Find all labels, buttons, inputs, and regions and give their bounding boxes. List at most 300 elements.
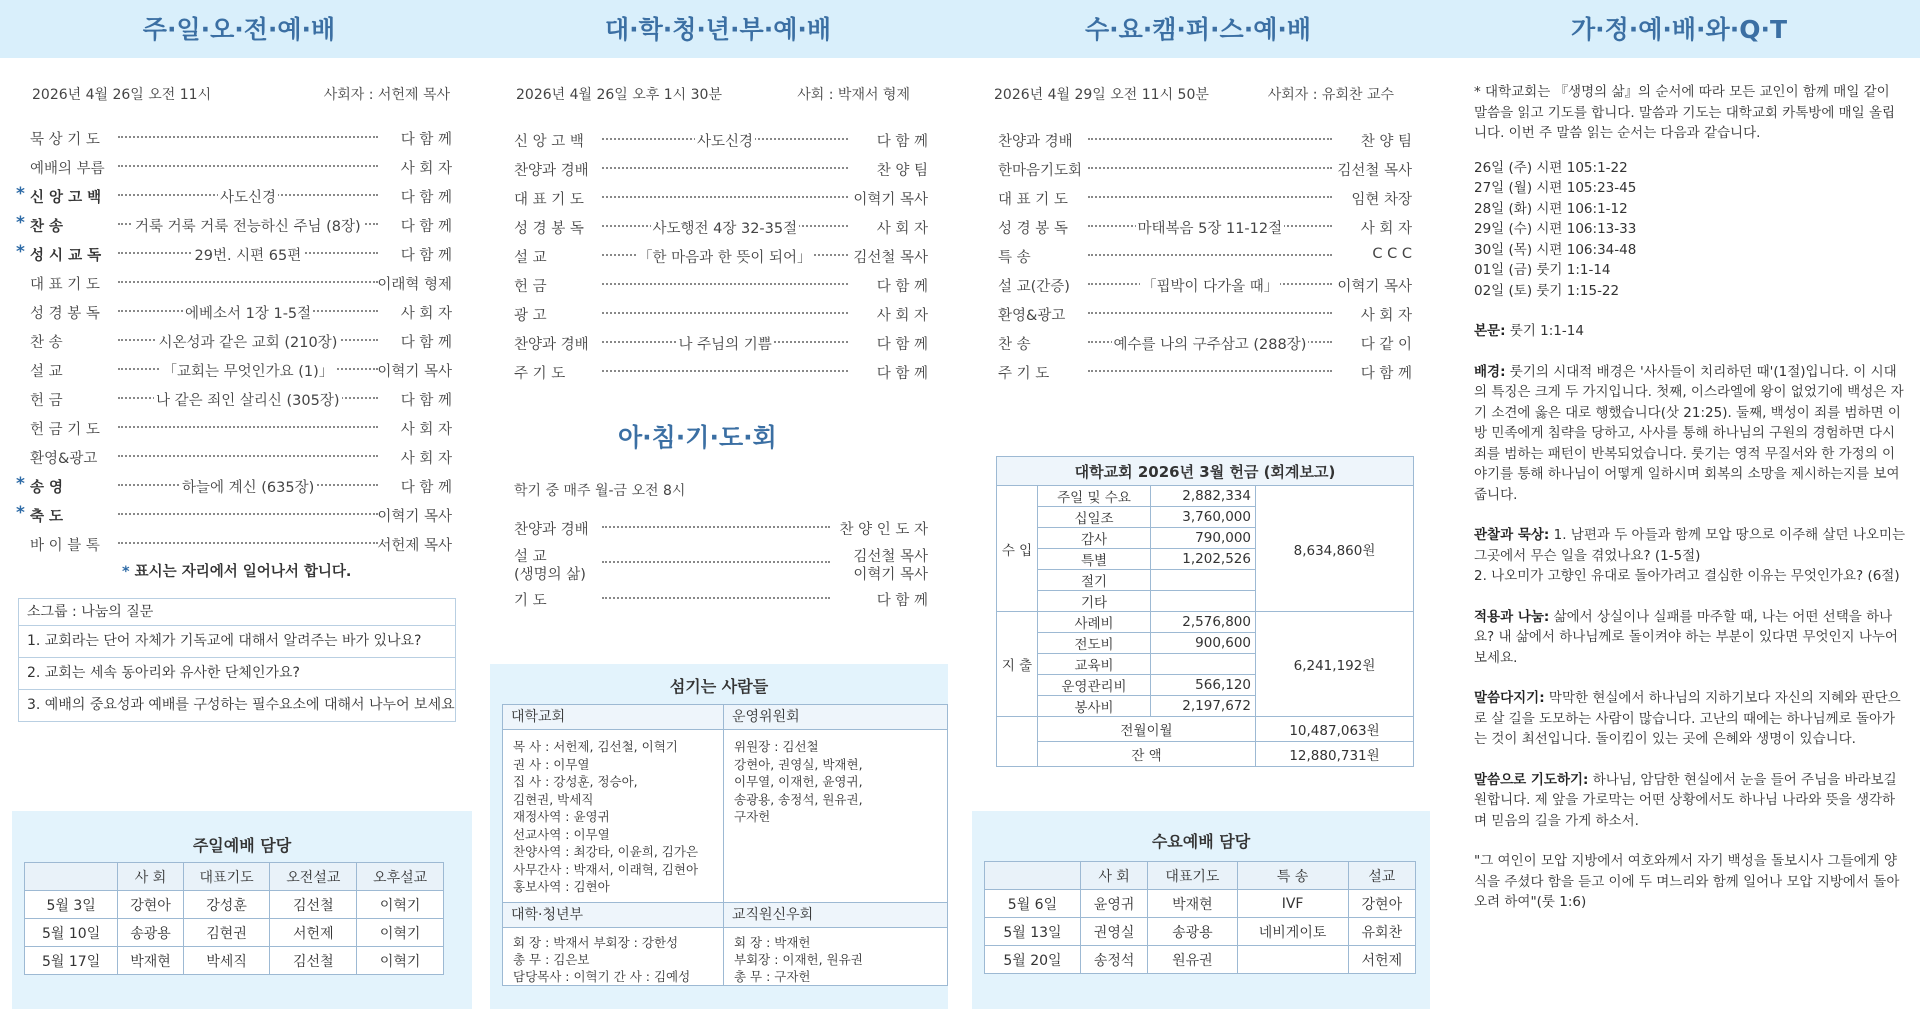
finance-item-amount: 2,576,800	[1151, 612, 1256, 633]
order-item-who: 다 함 께	[876, 134, 928, 150]
youth-leader: 사회 : 박재서 형제	[797, 87, 910, 103]
order-item-who: 다 함 께	[1360, 366, 1412, 382]
duty-cell	[1237, 946, 1348, 974]
server-line: 총 무 : 김은보	[513, 952, 590, 967]
order-item	[998, 300, 1412, 329]
family-header: 가·정·예·배·와·Q·T	[1438, 0, 1920, 58]
order-item-label: 찬 송	[998, 337, 1031, 353]
wednesday-date: 2026년 4월 29일 오전 11시 50분	[994, 87, 1209, 103]
qt-apply-text: 삶에서 상실이나 실패를 마주할 때, 나는 어떤 선택을 하나요? 내 삶에서 하나님께로 돌이켜야 하는 부분이 있다면 무엇인지 나누어 보세요.	[1474, 608, 1898, 666]
star-icon: *	[16, 503, 25, 523]
leader-dots	[118, 281, 378, 283]
duty-cell: 윤영귀	[1080, 890, 1147, 918]
order-item	[16, 240, 452, 269]
order-item-label: 광 고	[514, 308, 547, 324]
order-item-label: 찬양과 경배	[998, 134, 1073, 150]
order-item-who: 사 회 자	[1360, 221, 1412, 237]
morning-item	[514, 543, 928, 585]
duty-cell: 이혁기	[357, 919, 444, 947]
morning-item-sublabel: (생명의 삶)	[514, 567, 586, 583]
server-line: 김현권, 박세직	[513, 791, 594, 807]
finance-item-amount	[1151, 591, 1256, 612]
order-item-who: 다 함 께	[400, 219, 452, 235]
duty-cell: 박재현	[1148, 890, 1237, 918]
order-item-who: 사 회 자	[400, 161, 452, 177]
duty-header-cell: 오후설교	[357, 863, 444, 891]
finance-item-name: 봉사비	[1038, 696, 1151, 717]
duty-cell: 유회찬	[1348, 918, 1415, 946]
sunday-column	[0, 0, 478, 1009]
order-item	[30, 269, 452, 298]
morning-item-label: 찬양과 경배	[514, 522, 589, 538]
finance-item-name: 십일조	[1038, 507, 1151, 528]
order-item-label: 바 이 블 톡	[30, 538, 100, 554]
leader-dots	[118, 455, 378, 457]
server-line: 담당목사 : 이혁기 간 사 : 김예성	[513, 969, 691, 984]
order-item	[514, 184, 928, 213]
duty-row	[25, 947, 444, 975]
finance-item-name: 특별	[1038, 549, 1151, 570]
order-item-content: 나 주님의 기쁨	[677, 333, 774, 354]
order-item-who: 사 회 자	[400, 422, 452, 438]
income-total: 8,634,860원	[1256, 486, 1414, 612]
youth-header: 대·학·청·년·부·예·배	[478, 0, 958, 58]
server-line: 집 사 : 강성훈, 정승아,	[513, 774, 638, 789]
finance-item-name: 절기	[1038, 570, 1151, 591]
leader-dots	[602, 370, 848, 372]
duty-cell: 김선철	[270, 947, 357, 975]
order-item-who: 찬 양 팀	[876, 163, 928, 179]
order-item-label: 예배의 부름	[30, 161, 105, 177]
order-item-label: 성 경 봉 독	[30, 306, 100, 322]
small-group-title: 소그룹 : 나눔의 질문	[19, 599, 455, 626]
order-item-who: 다 함 께	[400, 393, 452, 409]
duty-cell: 네비게이토	[1237, 918, 1348, 946]
small-group-question: 2. 교회는 세속 동아리와 유사한 단체인가요?	[19, 658, 455, 690]
order-item-label: 성 시 교 독	[30, 248, 102, 264]
leader-dots	[602, 283, 848, 285]
order-item	[514, 126, 928, 155]
income-label: 수 입	[997, 486, 1038, 612]
wednesday-column	[958, 0, 1438, 1009]
servers-box	[490, 664, 948, 1009]
order-item-content: 「교회는 무엇인가요 (1)」	[161, 360, 336, 381]
order-item-who: 다 함 께	[876, 337, 928, 353]
sunday-date: 2026년 4월 26일 오전 11시	[32, 87, 212, 103]
server-line: 총 무 : 구자헌	[734, 969, 811, 984]
duty-cell: 이혁기	[357, 947, 444, 975]
leader-dots	[1088, 196, 1332, 198]
order-item	[30, 298, 452, 327]
morning-item-who: 김선철 목사	[853, 549, 928, 565]
committee-box	[723, 704, 948, 905]
order-item	[514, 242, 928, 271]
servers-title: 섬기는 사람들	[669, 677, 769, 696]
order-item-label: 찬 송	[30, 335, 63, 351]
morning-item-label: 설 교	[514, 549, 547, 565]
qt-background-label: 배경:	[1474, 363, 1506, 380]
order-item	[998, 358, 1412, 387]
server-line: 선교사역 : 이무열	[513, 826, 610, 842]
expense-label: 지 출	[997, 612, 1038, 717]
reading-item: 02일 (토) 룻기 1:15-22	[1474, 282, 1620, 299]
small-group-box	[18, 598, 456, 722]
order-item-label: 헌 금	[30, 393, 63, 409]
leader-dots	[602, 526, 830, 528]
duty-header-cell: 오전설교	[270, 863, 357, 891]
leader-dots	[118, 542, 378, 544]
order-item-label: 한마음기도회	[998, 163, 1083, 179]
reading-item: 29일 (수) 시편 106:13-33	[1474, 221, 1637, 237]
duty-row	[985, 918, 1416, 946]
order-item	[30, 414, 452, 443]
finance-item-amount: 900,600	[1151, 633, 1256, 654]
duty-header-cell: 사 회	[118, 863, 183, 891]
finance-spacer	[997, 742, 1038, 767]
order-item-label: 환영&광고	[30, 451, 98, 467]
reading-item: 01일 (금) 룻기 1:1-14	[1474, 262, 1611, 278]
order-item	[30, 327, 452, 356]
order-item-label: 송 영	[30, 480, 64, 496]
duty-cell: 권영실	[1080, 918, 1147, 946]
order-item-label: 성 경 봉 독	[998, 221, 1068, 237]
balance-row	[997, 742, 1414, 767]
order-item	[30, 356, 452, 385]
order-item-who: 임현 차장	[1351, 192, 1412, 208]
server-line: 위원장 : 김선철	[734, 739, 819, 754]
server-line: 회 장 : 박재헌	[734, 935, 811, 950]
order-item-content: 예수를 나의 구주삼고 (288장)	[1112, 333, 1309, 354]
order-item-who: 다 함 께	[876, 279, 928, 295]
order-item-who: 김선철 목사	[853, 250, 928, 266]
order-item-who: 사 회 자	[876, 308, 928, 324]
order-item-content: 사도신경	[218, 186, 278, 207]
order-item	[30, 385, 452, 414]
morning-order-list	[514, 514, 928, 614]
qt-observe-1: 1. 남편과 두 아들과 함께 모압 땅으로 이주해 살던 나오미는 그곳에서 무슨 일을 겪었나요? (1-5절)	[1474, 527, 1906, 564]
leader-dots	[118, 426, 378, 428]
morning-item-who: 찬 양 인 도 자	[839, 522, 928, 538]
order-item-label: 대 표 기 도	[998, 192, 1068, 208]
order-item	[998, 213, 1412, 242]
qt-observe-2: 2. 나오미가 고향인 유대로 돌아가려고 결심한 이유는 무엇인가요? (6절)	[1474, 568, 1900, 584]
youth-dept-box	[502, 902, 726, 986]
duty-cell: 5월 13일	[985, 918, 1081, 946]
duty-cell: 박세직	[183, 947, 270, 975]
order-item	[514, 329, 928, 358]
duty-cell: 5월 20일	[985, 946, 1081, 974]
star-icon: *	[16, 184, 25, 204]
finance-table	[996, 456, 1414, 767]
wednesday-duty-title: 수요예배 담당	[1151, 832, 1251, 851]
server-line: 회 장 : 박재서 부회장 : 강한성	[513, 935, 679, 950]
finance-spacer	[997, 717, 1038, 742]
order-item-who: 이혁기 목사	[377, 364, 452, 380]
order-item-who: 다 함 께	[400, 248, 452, 264]
morning-item-who: 다 함 께	[876, 593, 928, 609]
finance-item-amount: 566,120	[1151, 675, 1256, 696]
standing-note-text: 표시는 자리에서 일어나서 합니다.	[134, 564, 352, 580]
leader-dots	[118, 136, 378, 138]
reading-item: 28일 (화) 시편 106:1-12	[1474, 200, 1628, 217]
duty-row	[985, 946, 1416, 974]
duty-header-cell: 설교	[1348, 862, 1415, 890]
qt-text	[1474, 321, 1906, 342]
order-item-label: 찬양과 경배	[514, 337, 589, 353]
order-item-who: 다 함 께	[876, 366, 928, 382]
order-item	[998, 242, 1412, 271]
order-item	[514, 300, 928, 329]
duty-cell: 김선철	[270, 891, 357, 919]
order-item-who: 김선철 목사	[1337, 163, 1412, 179]
duty-cell: 5월 10일	[25, 919, 118, 947]
order-item-who: C C C	[1372, 246, 1412, 262]
qt-apply-label: 적용과 나눔:	[1474, 608, 1550, 625]
finance-item-amount: 1,202,526	[1151, 549, 1256, 570]
morning-item-who: 이혁기 목사	[853, 567, 928, 583]
carry-label: 전월이월	[1038, 717, 1256, 742]
youth-date: 2026년 4월 26일 오후 1시 30분	[516, 87, 722, 103]
order-item	[30, 530, 452, 559]
order-item	[16, 472, 452, 501]
leader-dots	[1088, 254, 1332, 256]
server-line: 목 사 : 서헌제, 김선철, 이혁기	[513, 739, 678, 754]
finance-item-name: 주일 및 수요	[1038, 486, 1151, 507]
finance-item-name: 감사	[1038, 528, 1151, 549]
finance-item-name: 전도비	[1038, 633, 1151, 654]
order-item-who: 사 회 자	[1360, 308, 1412, 324]
duty-cell: 서헌제	[1348, 946, 1415, 974]
morning-schedule: 학기 중 매주 월-금 오전 8시	[514, 483, 686, 499]
order-item	[16, 211, 452, 240]
order-item-label: 신 앙 고 백	[514, 134, 584, 150]
leader-dots	[118, 513, 378, 515]
server-line: 권 사 : 이무열	[513, 756, 590, 772]
finance-item-amount: 3,760,000	[1151, 507, 1256, 528]
wednesday-duty-box	[972, 811, 1430, 1009]
family-column	[1438, 0, 1920, 1009]
qt-observe-label: 관찰과 묵상:	[1474, 527, 1550, 543]
order-item-who: 다 함 께	[400, 480, 452, 496]
order-item-label: 주 기 도	[514, 366, 566, 382]
server-line: 부회장 : 이재헌, 원유권	[734, 952, 863, 967]
order-item-content: 에베소서 1장 1-5절	[183, 302, 313, 323]
order-item	[514, 358, 928, 387]
server-line: 찬양사역 : 최강타, 이윤희, 김가은	[513, 844, 699, 859]
expense-total: 6,241,192원	[1256, 612, 1414, 717]
leader-dots	[1088, 370, 1332, 372]
server-line: 이무열, 이재헌, 윤영귀,	[734, 774, 863, 789]
duty-header-cell: 대표기도	[183, 863, 270, 891]
morning-item-label: 기 도	[514, 593, 547, 609]
order-item	[30, 443, 452, 472]
order-item-label: 찬 송	[30, 219, 64, 235]
staff-title: 교직원신우회	[724, 903, 947, 928]
order-item-who: 다 함 께	[400, 190, 452, 206]
small-group-question: 3. 예배의 중요성과 예배를 구성하는 필수요소에 대해서 나누어 보세요	[27, 697, 455, 713]
qt-pray	[1474, 770, 1906, 832]
finance-item-amount	[1151, 654, 1256, 675]
duty-cell: 강성훈	[183, 891, 270, 919]
duty-cell: 송광용	[1148, 918, 1237, 946]
order-item-label: 신 앙 고 백	[30, 190, 102, 206]
order-item-who: 서헌제 목사	[377, 538, 452, 554]
order-item-content: 29번. 시편 65편	[193, 244, 304, 265]
duty-cell: 송광용	[118, 919, 183, 947]
duty-row	[25, 919, 444, 947]
finance-item-amount: 2,882,334	[1151, 486, 1256, 507]
order-item-who: 이혁기 목사	[1337, 279, 1412, 295]
order-item-who: 이혁기 목사	[377, 509, 452, 525]
carry-total: 10,487,063원	[1256, 717, 1414, 742]
wednesday-order-list	[998, 126, 1412, 387]
order-item-label: 설 교	[30, 364, 63, 380]
qt-background	[1474, 362, 1906, 506]
committee-title: 운영위원회	[724, 705, 947, 730]
order-item	[998, 184, 1412, 213]
order-item-label: 대 표 기 도	[30, 277, 100, 293]
sunday-leader: 사회자 : 서헌제 목사	[323, 87, 450, 103]
order-item	[998, 126, 1412, 155]
order-item-content: 사도행전 4장 32-35절	[651, 217, 800, 238]
order-item	[998, 271, 1412, 300]
reading-item: 26일 (주) 시편 105:1-22	[1474, 159, 1628, 176]
order-item-label: 설 교(간증)	[998, 279, 1070, 295]
finance-item-name: 사례비	[1038, 612, 1151, 633]
duty-cell: 5월 17일	[25, 947, 118, 975]
qt-apply	[1474, 607, 1906, 669]
server-line: 사무간사 : 박재서, 이래혁, 김현아	[513, 861, 699, 877]
duty-cell: 서헌제	[270, 919, 357, 947]
duty-cell: 이혁기	[357, 891, 444, 919]
duty-header-cell	[985, 862, 1081, 890]
duty-cell: 원유권	[1148, 946, 1237, 974]
order-item-label: 묵 상 기 도	[30, 132, 100, 148]
server-line: 강현아, 권영실, 박재현,	[734, 756, 863, 772]
youth-dept-title: 대학·청년부	[503, 903, 725, 928]
duty-cell: 김현권	[183, 919, 270, 947]
order-item-content: 마태복음 5장 11-12절	[1136, 217, 1285, 238]
qt-observe	[1474, 525, 1906, 566]
server-line: 홍보사역 : 김현아	[513, 879, 610, 894]
order-item-label: 환영&광고	[998, 308, 1066, 324]
duty-cell: 5월 6일	[985, 890, 1081, 918]
duty-cell: 강현아	[118, 891, 183, 919]
qt-text-value: 룻기 1:1-14	[1505, 323, 1584, 339]
order-item-content: 「한 마음과 한 뜻이 되어」	[636, 246, 814, 267]
qt-word-text: 막막한 현실에서 하나님의 지하기보다 자신의 지혜와 판단으로 살 길을 도모하는 사람이 많습니다. 고난의 때에는 하나님께로 돌아가는 것이 최선입니다. 돌이킴이 있는 곳에 은혜와 생명이 있습니다.	[1474, 690, 1901, 747]
duty-cell: IVF	[1237, 890, 1348, 918]
leader-dots	[1088, 167, 1332, 169]
duty-cell: 송정석	[1080, 946, 1147, 974]
order-item-label: 찬양과 경배	[514, 163, 589, 179]
leader-dots	[602, 167, 848, 169]
sunday-duty-table	[24, 862, 444, 975]
sunday-order-list	[16, 124, 452, 559]
order-item-content: 하늘에 계신 (635장)	[180, 476, 316, 497]
balance-total: 12,880,731원	[1256, 742, 1414, 767]
finance-row	[997, 486, 1414, 507]
youth-column	[478, 0, 958, 1009]
leader-dots	[1088, 312, 1332, 314]
star-icon: *	[122, 564, 130, 580]
duty-header-cell: 사 회	[1080, 862, 1147, 890]
wednesday-header: 수·요·캠·퍼·스·예·배	[958, 0, 1438, 58]
order-item-label: 주 기 도	[998, 366, 1050, 382]
finance-title: 대학교회 2026년 3월 헌금 (회계보고)	[997, 457, 1414, 486]
order-item	[514, 213, 928, 242]
order-item	[514, 271, 928, 300]
qt-intro: * 대학교회는 『생명의 삶』의 순서에 따라 모든 교인이 함께 매일 같이 말씀을 읽고 기도를 합니다. 말씀과 기도는 대학교회 카톡방에 매일 올립니다. 이번 주 말씀 읽는 순서는 다음과 같습니다.	[1474, 84, 1896, 141]
finance-item-name: 교육비	[1038, 654, 1151, 675]
leader-dots	[1088, 138, 1332, 140]
order-item	[514, 155, 928, 184]
qt-text-label: 본문:	[1474, 323, 1506, 339]
balance-label: 잔 액	[1038, 742, 1256, 767]
univ-church-title: 대학교회	[503, 705, 725, 730]
order-item-label: 특 송	[998, 250, 1031, 266]
duty-header-cell: 특 송	[1237, 862, 1348, 890]
order-item-content: 「핍박이 다가올 때」	[1140, 275, 1280, 296]
star-icon: *	[16, 474, 25, 494]
reading-item: 27일 (월) 시편 105:23-45	[1474, 180, 1637, 196]
leader-dots	[602, 312, 848, 314]
order-item	[16, 182, 452, 211]
order-item-content: 나 같은 죄인 살리신 (305장)	[154, 389, 342, 410]
leader-dots	[602, 561, 830, 563]
order-item-who: 다 같 이	[1360, 337, 1412, 353]
duty-row	[25, 891, 444, 919]
order-item-label: 대 표 기 도	[514, 192, 584, 208]
finance-item-amount: 2,197,672	[1151, 696, 1256, 717]
star-icon: *	[16, 213, 25, 233]
carry-row	[997, 717, 1414, 742]
order-item-who: 사 회 자	[876, 221, 928, 237]
wednesday-leader: 사회자 : 유회찬 교수	[1267, 87, 1394, 103]
order-item	[30, 124, 452, 153]
server-line: 구자헌	[734, 809, 771, 824]
qt-word	[1474, 688, 1906, 750]
order-item-who: 다 함 께	[400, 132, 452, 148]
reading-item: 30일 (목) 시편 106:34-48	[1474, 241, 1637, 258]
order-item-content: 거룩 거룩 거룩 전능하신 주님 (8장)	[133, 215, 363, 236]
qt-pray-text: 하나님, 암담한 현실에서 눈을 들어 주님을 바라보길 원합니다. 제 앞을 가로막는 어떤 상황에서도 하나님 나라와 뜻을 생각하며 믿음의 길을 가게 하소서.	[1474, 771, 1897, 829]
qt-pray-label: 말씀으로 기도하기:	[1474, 771, 1589, 788]
morning-item	[514, 585, 928, 614]
duty-row	[985, 890, 1416, 918]
morning-prayer-header: 아·침·기·도·회	[618, 423, 777, 452]
order-item-label: 성 경 봉 독	[514, 221, 584, 237]
finance-item-name: 운영관리비	[1038, 675, 1151, 696]
order-item-who: 사 회 자	[400, 451, 452, 467]
order-item-who: 찬 양 팀	[1360, 134, 1412, 150]
order-item	[998, 329, 1412, 358]
wednesday-duty-table	[984, 861, 1416, 974]
order-item	[30, 153, 452, 182]
leader-dots	[602, 196, 848, 198]
star-icon: *	[16, 242, 25, 262]
server-line: 재정사역 : 윤영귀	[513, 809, 610, 824]
finance-row	[997, 612, 1414, 633]
qt-background-text: 룻기의 시대적 배경은 '사사들이 치리하던 때'(1절)입니다. 이 시대의 특징은 크게 두 가지입니다. 첫째, 이스라엘에 왕이 없었기에 백성은 자기 소견에 옳은 대로 행했습니다(삿 21:25). 둘째, 백성이 죄를 범하면 이방 민족에게 침략을 당하고, 사사를 통해 하나님의 구원의 경험하면 다시 죄를 범하는 패턴이 반복되었습니다. 룻기는 영적 무질서와 한 가정의 이야기를 통해 하나님이 어떻게 일하시며 회복의 소망을 제시하는지를 보여줍니다.	[1474, 363, 1904, 503]
duty-header-row	[25, 863, 444, 891]
staff-box	[723, 902, 948, 986]
duty-header-row	[985, 862, 1416, 890]
youth-order-list	[514, 126, 928, 387]
univ-church-box	[502, 704, 726, 905]
order-item-who: 다 함 께	[400, 335, 452, 351]
leader-dots	[602, 597, 830, 599]
